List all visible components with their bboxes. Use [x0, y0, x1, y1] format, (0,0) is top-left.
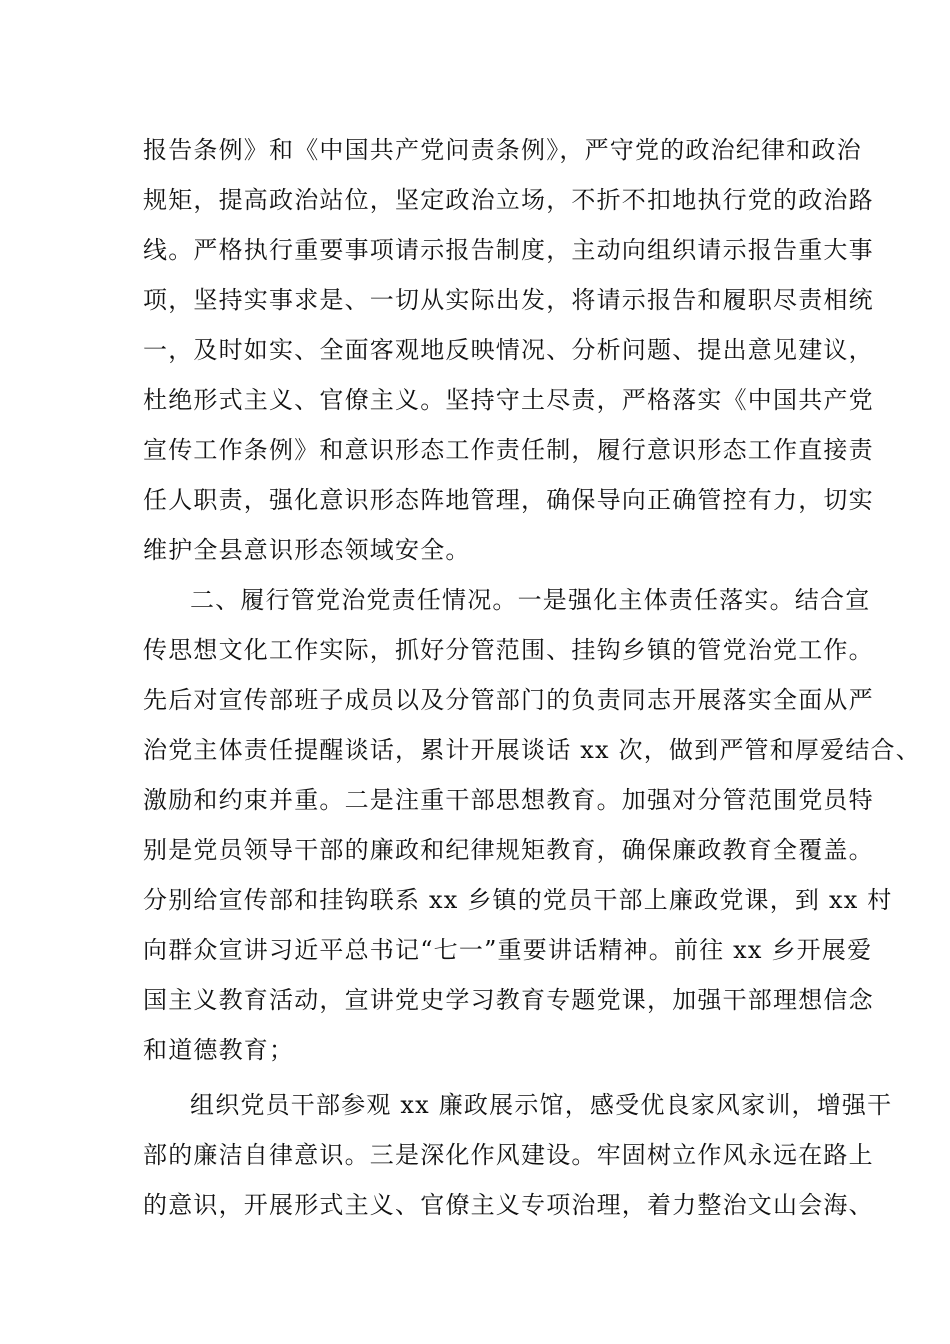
- text-line: 规矩，提高政治站位，坚定政治立场，不折不扣地执行党的政治路: [143, 186, 874, 214]
- text-line: 的意识，开展形式主义、官僚主义专项治理，着力整治文山会海、: [143, 1191, 874, 1219]
- text-line: 杜绝形式主义、官僚主义。坚持守土尽责，严格落实《中国共产党: [143, 386, 874, 414]
- text-line: 传思想文化工作实际，抓好分管范围、挂钩乡镇的管党治党工作。: [143, 636, 874, 664]
- text-line: 治党主体责任提醒谈话，累计开展谈话 xx 次，做到严管和厚爱结合、: [143, 736, 921, 764]
- text-line: 线。严格执行重要事项请示报告制度，主动向组织请示报告重大事: [143, 236, 874, 264]
- text-line: 项，坚持实事求是、一切从实际出发，将请示报告和履职尽责相统: [143, 286, 874, 314]
- text-line: 先后对宣传部班子成员以及分管部门的负责同志开展落实全面从严: [143, 686, 874, 714]
- text-line: 别是党员领导干部的廉政和纪律规矩教育，确保廉政教育全覆盖。: [143, 836, 874, 864]
- text-line: 国主义教育活动，宣讲党史学习教育专题党课，加强干部理想信念: [143, 986, 874, 1014]
- paragraph-start-line: 二、履行管党治党责任情况。一是强化主体责任落实。结合宣: [190, 586, 871, 614]
- text-line: 部的廉洁自律意识。三是深化作风建设。牢固树立作风永远在路上: [143, 1141, 874, 1169]
- text-line: 维护全县意识形态领域安全。: [143, 536, 471, 564]
- text-line: 任人职责，强化意识形态阵地管理，确保导向正确管控有力，切实: [143, 486, 874, 514]
- text-line: 报告条例》和《中国共产党问责条例》，严守党的政治纪律和政治: [143, 136, 862, 164]
- text-line: 和道德教育；: [143, 1036, 295, 1064]
- text-line: 向群众宣讲习近平总书记“七一”重要讲话精神。前往 xx 乡开展爱: [143, 936, 873, 964]
- text-line: 一，及时如实、全面客观地反映情况、分析问题、提出意见建议，: [143, 336, 874, 364]
- text-line: 分别给宣传部和挂钩联系 xx 乡镇的党员干部上廉政党课，到 xx 村: [143, 886, 893, 914]
- text-line: 宣传工作条例》和意识形态工作责任制，履行意识形态工作直接责: [143, 436, 874, 464]
- text-line: 激励和约束并重。二是注重干部思想教育。加强对分管范围党员特: [143, 786, 874, 814]
- paragraph-start-line: 组织党员干部参观 xx 廉政展示馆，感受优良家风家训，增强干: [190, 1091, 893, 1119]
